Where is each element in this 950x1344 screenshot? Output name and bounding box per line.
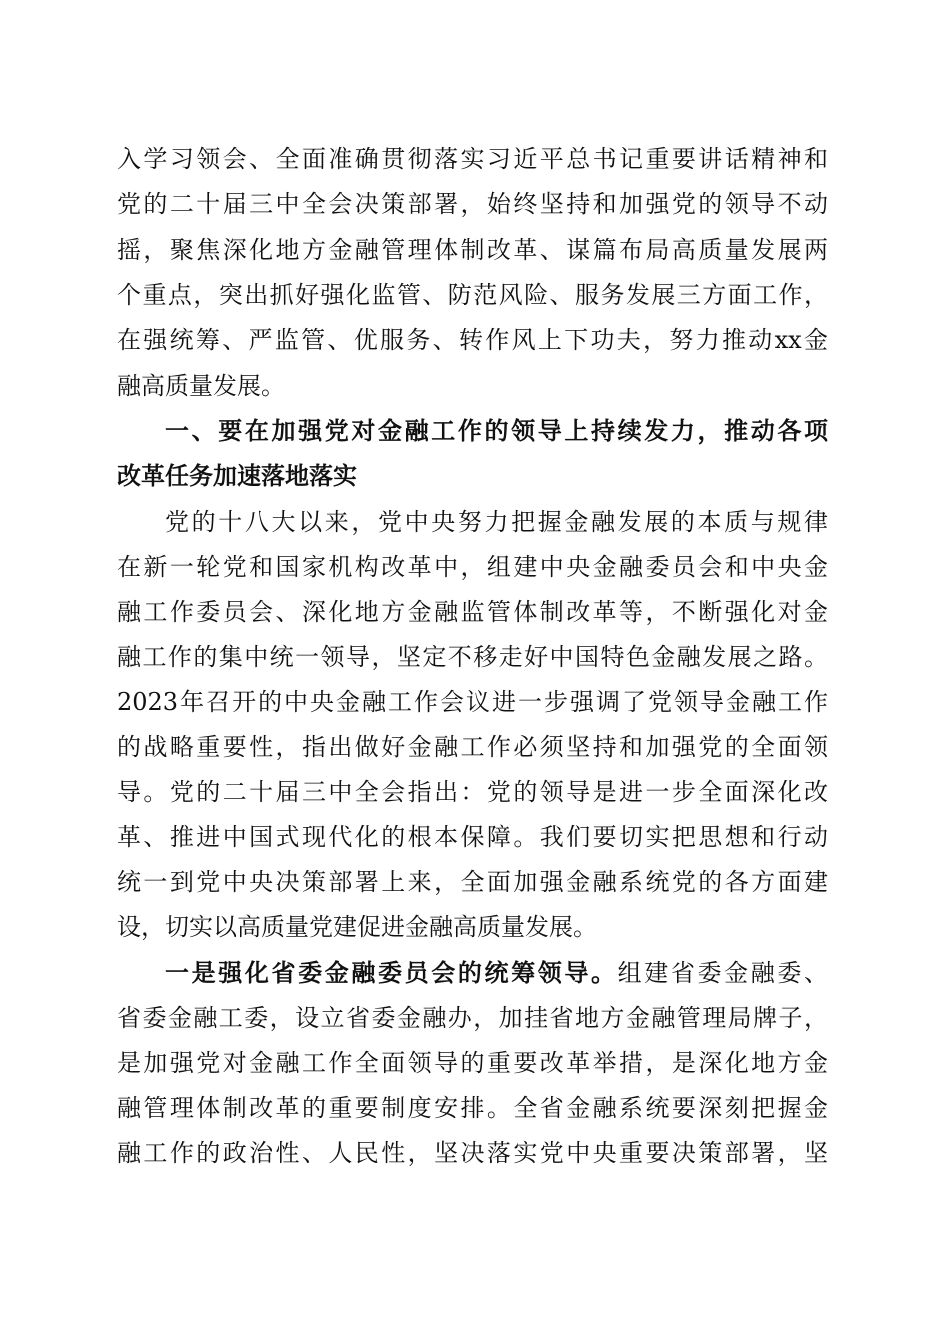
- paragraph-line: 融管理体制改革的重要制度安排。全省金融系统要深刻把握金: [117, 1094, 828, 1122]
- paragraph-line: 革、推进中国式现代化的根本保障。我们要切实把思想和行动: [117, 823, 828, 851]
- section-heading: 改革任务加速落地落实: [117, 462, 357, 490]
- paragraph-line: 统一到党中央决策部署上来，全面加强金融系统党的各方面建: [117, 868, 828, 896]
- paragraph-line: 在强统筹、严监管、优服务、转作风上下功夫，努力推动xx金: [117, 326, 828, 354]
- paragraph-line: 入学习领会、全面准确贯彻落实习近平总书记重要讲话精神和: [117, 145, 828, 173]
- paragraph-line: 是加强党对金融工作全面领导的重要改革举措，是深化地方金: [117, 1049, 828, 1077]
- paragraph-line: 导。党的二十届三中全会指出：党的领导是进一步全面深化改: [117, 778, 828, 806]
- paragraph-line: 融工作的政治性、人民性，坚决落实党中央重要决策部署，坚: [117, 1139, 828, 1167]
- paragraph-line: 摇，聚焦深化地方金融管理体制改革、谋篇布局高质量发展两: [117, 236, 828, 264]
- paragraph-line: 省委金融工委，设立省委金融办，加挂省地方金融管理局牌子，: [117, 1004, 828, 1032]
- paragraph-lead: 一是强化省委金融委员会的统筹领导。: [165, 959, 618, 987]
- paragraph-line: [165, 951, 828, 996]
- paragraph-line: 党的二十届三中全会决策部署，始终坚持和加强党的领导不动: [117, 190, 828, 218]
- paragraph-line: 2023年召开的中央金融工作会议进一步强调了党领导金融工作: [117, 688, 828, 716]
- paragraph-line: 在新一轮党和国家机构改革中，组建中央金融委员会和中央金: [117, 553, 828, 581]
- paragraph-line: 融高质量发展。: [117, 372, 285, 400]
- paragraph-line: 个重点，突出抓好强化监管、防范风险、服务发展三方面工作，: [117, 281, 828, 309]
- paragraph-text: 组建省委金融委、: [617, 959, 828, 987]
- section-heading: 一、要在加强党对金融工作的领导上持续发力，推动各项: [165, 417, 828, 445]
- paragraph-line: 的战略重要性，指出做好金融工作必须坚持和加强党的全面领: [117, 733, 828, 761]
- paragraph-line: 融工作的集中统一领导，坚定不移走好中国特色金融发展之路。: [117, 643, 828, 671]
- paragraph-line: 设，切实以高质量党建促进金融高质量发展。: [117, 913, 597, 941]
- paragraph-line: 融工作委员会、深化地方金融监管体制改革等，不断强化对金: [117, 598, 828, 626]
- paragraph-line: 党的十八大以来，党中央努力把握金融发展的本质与规律: [165, 508, 828, 536]
